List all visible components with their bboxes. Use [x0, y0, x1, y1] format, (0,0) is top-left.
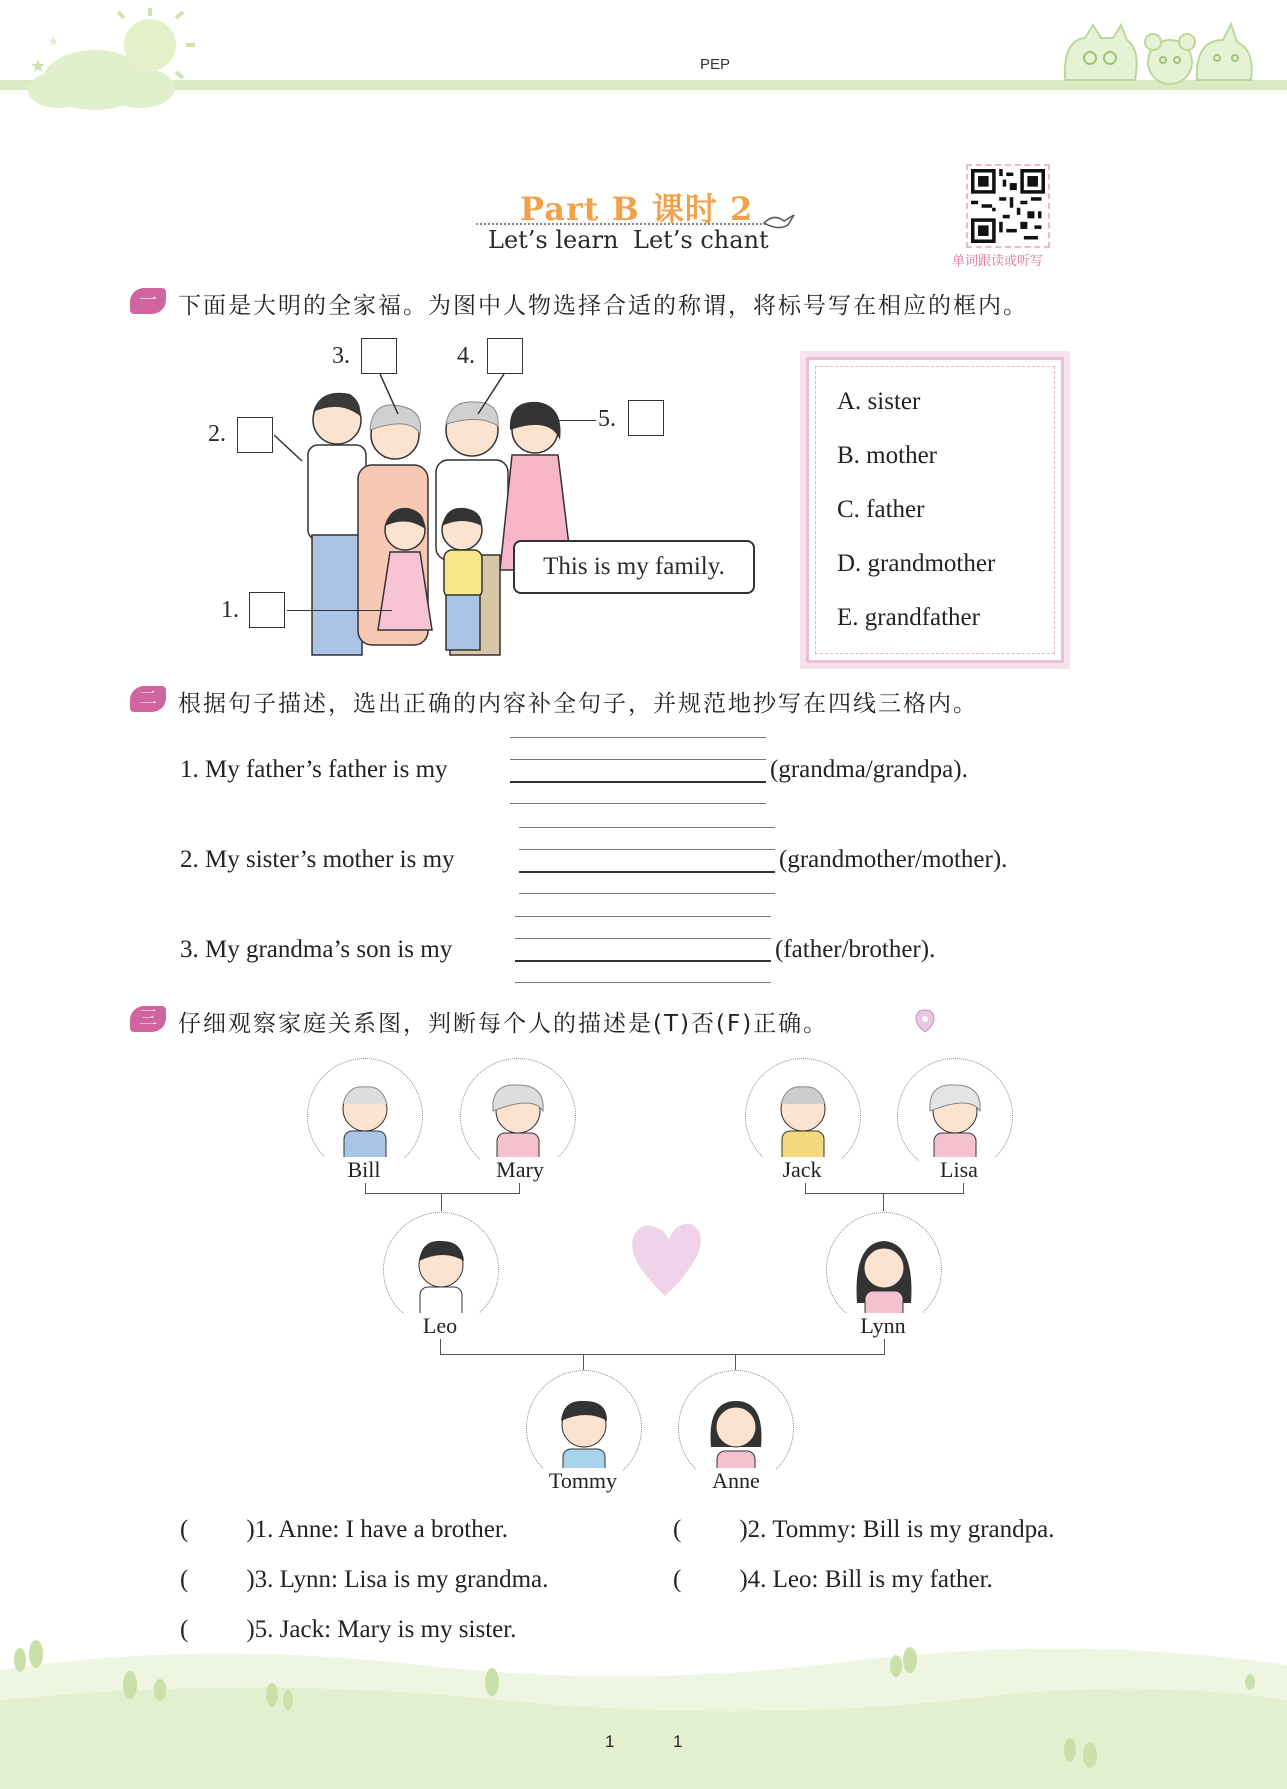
tree-link-bill-mary: [365, 1183, 520, 1194]
sentence-1-prompt: 1. My father’s father is my: [180, 756, 448, 783]
section-2-badge: 二: [130, 686, 166, 712]
pointer-line-1: [287, 610, 392, 611]
options-panel: [806, 357, 1064, 663]
page-number-left: 1: [605, 1732, 615, 1751]
question-5-text: 5. Jack: Mary is my sister.: [254, 1616, 517, 1643]
answer-paren-open[interactable]: (: [180, 1566, 189, 1593]
box-label-5: 5.: [598, 406, 616, 432]
name-lynn: Lynn: [843, 1313, 923, 1339]
box-label-1: 1.: [221, 597, 239, 623]
option-e: E. grandfather: [837, 604, 980, 631]
speech-bubble: This is my family.: [513, 540, 755, 594]
tree-stem-anne: [735, 1354, 736, 1370]
answer-paren-open[interactable]: (: [180, 1516, 189, 1543]
series-label: PEP: [700, 56, 731, 73]
pointer-line-3: [378, 374, 402, 416]
answer-box-4[interactable]: [487, 338, 523, 374]
sentence-3-prompt: 3. My grandma’s son is my: [180, 936, 453, 963]
answer-box-3[interactable]: [361, 338, 397, 374]
name-anne: Anne: [696, 1468, 776, 1494]
question-3-text: 3. Lynn: Lisa is my grandma.: [254, 1566, 549, 1593]
animal-faces-decoration: [1055, 20, 1255, 85]
name-jack: Jack: [762, 1157, 842, 1183]
answer-paren-open[interactable]: (: [180, 1616, 189, 1643]
subtitle-lets-chant: Let’s chant: [633, 226, 769, 254]
answer-paren-close: ): [246, 1516, 255, 1543]
tree-link-jack-lisa: [805, 1183, 964, 1194]
option-b: B. mother: [837, 442, 937, 469]
portrait-lynn: [826, 1212, 942, 1328]
answer-box-5[interactable]: [628, 400, 664, 436]
writing-lines-2[interactable]: [519, 827, 775, 893]
option-d: D. grandmother: [837, 550, 996, 577]
heart-icon: [625, 1216, 705, 1300]
tree-stem-tommy: [583, 1354, 584, 1370]
sun-cloud-decoration: [0, 0, 220, 115]
svg-text:★: ★: [30, 56, 47, 77]
section-1-instruction: 下面是大明的全家福。为图中人物选择合适的称谓，将标号写在相应的框内。: [178, 293, 1028, 319]
answer-paren-close: ): [246, 1566, 255, 1593]
name-lisa: Lisa: [919, 1157, 999, 1183]
section-3-instruction: 仔细观察家庭关系图，判断每个人的描述是(T)否(F)正确。: [178, 1011, 829, 1037]
option-c: C. father: [837, 496, 925, 523]
page-number-right: 1: [673, 1732, 683, 1751]
qr-caption: 单词跟读或听写: [952, 254, 1044, 269]
sentence-2-prompt: 2. My sister’s mother is my: [180, 846, 455, 873]
box-label-2: 2.: [208, 421, 226, 447]
box-label-3: 3.: [332, 343, 350, 369]
sentence-3-choices: (father/brother).: [775, 936, 936, 963]
answer-box-1[interactable]: [249, 592, 285, 628]
name-tommy: Tommy: [543, 1468, 623, 1494]
name-bill: Bill: [324, 1157, 404, 1183]
tree-link-leo-lynn: [440, 1338, 885, 1355]
box-label-4: 4.: [457, 343, 475, 369]
portrait-leo: [383, 1212, 499, 1328]
sentence-1-choices: (grandma/grandpa).: [770, 756, 968, 783]
name-mary: Mary: [480, 1157, 560, 1183]
question-2: [673, 1516, 1054, 1544]
question-4-text: 4. Leo: Bill is my father.: [747, 1566, 993, 1593]
question-1-text: 1. Anne: I have a brother.: [254, 1516, 509, 1543]
section-3-badge: 三: [130, 1006, 166, 1032]
pointer-line-4: [474, 374, 508, 416]
tree-stem-leo: [441, 1193, 442, 1211]
lesson-title: Part B 课时 2: [520, 190, 754, 228]
answer-paren-open[interactable]: (: [673, 1566, 682, 1593]
answer-paren-close: ): [246, 1616, 255, 1643]
subtitle-lets-learn: Let’s learn: [488, 226, 619, 254]
answer-paren-close: ): [739, 1566, 748, 1593]
pointer-line-2: [274, 433, 306, 463]
question-1: [180, 1516, 508, 1544]
answer-paren-close: ): [739, 1516, 748, 1543]
question-2-text: 2. Tommy: Bill is my grandpa.: [747, 1516, 1055, 1543]
title-divider: [476, 223, 766, 225]
name-leo: Leo: [400, 1313, 480, 1339]
pointer-line-5: [556, 420, 596, 421]
section-1-badge: 一: [130, 288, 166, 314]
question-4: [673, 1566, 993, 1594]
writing-lines-1[interactable]: [510, 737, 766, 803]
location-pin-icon: [914, 1008, 936, 1034]
footer-hills-decoration: [0, 1640, 1287, 1789]
qr-code-icon[interactable]: [966, 164, 1050, 248]
svg-text:★: ★: [48, 34, 59, 48]
section-2-instruction: 根据句子描述，选出正确的内容补全句子，并规范地抄写在四线三格内。: [178, 691, 978, 717]
writing-lines-3[interactable]: [515, 916, 771, 982]
sentence-2-choices: (grandmother/mother).: [779, 846, 1008, 873]
option-a: A. sister: [837, 388, 921, 415]
answer-paren-open[interactable]: (: [673, 1516, 682, 1543]
tree-stem-lynn: [883, 1193, 884, 1211]
answer-box-2[interactable]: [237, 417, 273, 453]
question-3: [180, 1566, 548, 1594]
